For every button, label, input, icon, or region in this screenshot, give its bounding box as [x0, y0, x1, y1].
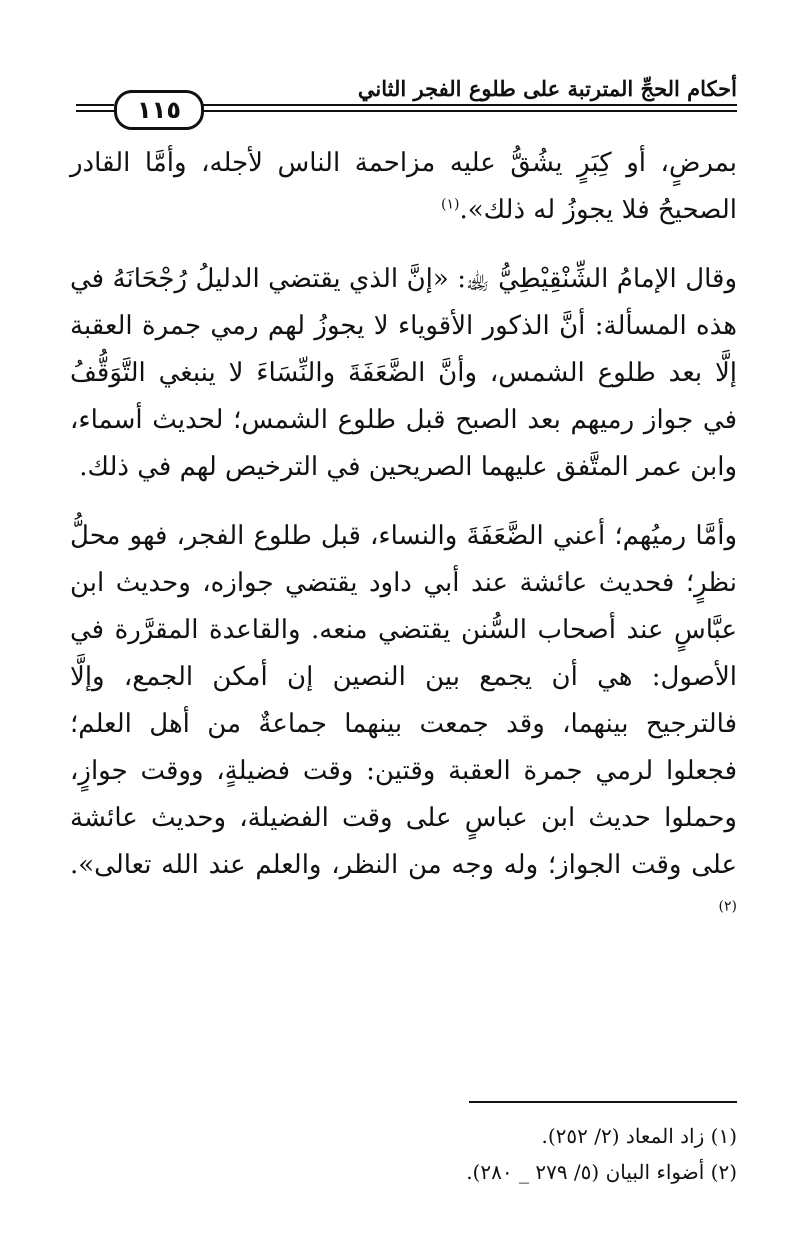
paragraph-2: وقال الإمامُ الشِّنْقِيْطِيُّ ﵀: «إنَّ الذي يقتضي الدليلُ رُجْحَانَهُ في هذه المسألة: أنَّ الذكور الأقوياء لا يجوزُ لهم رمي جمرة العقبة إلَّا بعد طلوع الشمس، وأنَّ الضَّعَفَةَ والنِّسَاءَ لا ينبغي التَّوَقُّفُ في جواز رميهم بعد الصبح قبل طلوع الشمس؛ لحديث أسماء، وابن عمر المتَّفق عليهما الصريحين في الترخيص لهم في ذلك.	[70, 264, 737, 482]
header-rule-bottom	[200, 110, 737, 112]
left-rule-bottom	[76, 110, 114, 112]
body-text	[70, 140, 737, 936]
running-title: أحكام الحجِّ المترتبة على طلوع الفجر الثاني	[357, 76, 737, 101]
footnote-marker-1: (١)	[440, 196, 460, 213]
paragraph-3-text: وأمَّا رميُهم؛ أعني الضَّعَفَةَ والنساء، قبل طلوع الفجر، فهو محلُّ نظرٍ؛ فحديث عائشة عند أبي داود يقتضي جوازه، وحديث ابن عبَّاسٍ عند أصحاب السُّنن يقتضي منعه. والقاعدة المقرَّرة في الأصول: هي أن يجمع بين النصين إن أمكن الجمع، وإلَّا فالترجيح بينهما، وقد جمعت بينهما جماعةٌ من أهل العلم؛ فجعلوا لرمي جمرة العقبة وقتين: وقت فضيلةٍ، ووقت جوازٍ، وحملوا حديث ابن عباسٍ على وقت الفضيلة، وحديث عائشة على وقت الجواز؛ وله وجه من النظر، والعلم عند الله تعالى».	[70, 521, 737, 880]
footnote-marker-2: (٢)	[718, 898, 737, 915]
footnote-separator	[469, 1101, 737, 1103]
footnote-1: (١) زاد المعاد (٢/ ٢٥٢).	[541, 1124, 737, 1148]
page-number: ١١٥	[114, 90, 204, 130]
header-rule-top	[200, 104, 737, 106]
paragraph-1-text: بمرضٍ، أو كِبَرٍ يشُقُّ عليه مزاحمة الناس لأجله، وأمَّا القادر الصحيحُ فلا يجوزُ له ذلك».	[70, 148, 737, 225]
paragraph-1	[70, 140, 737, 234]
footnote-2: (٢) أضواء البيان (٥/ ٢٧٩ _ ٢٨٠).	[466, 1160, 737, 1184]
left-rule-top	[76, 104, 114, 106]
paragraph-3	[70, 513, 737, 936]
footnotes	[137, 1118, 737, 1190]
